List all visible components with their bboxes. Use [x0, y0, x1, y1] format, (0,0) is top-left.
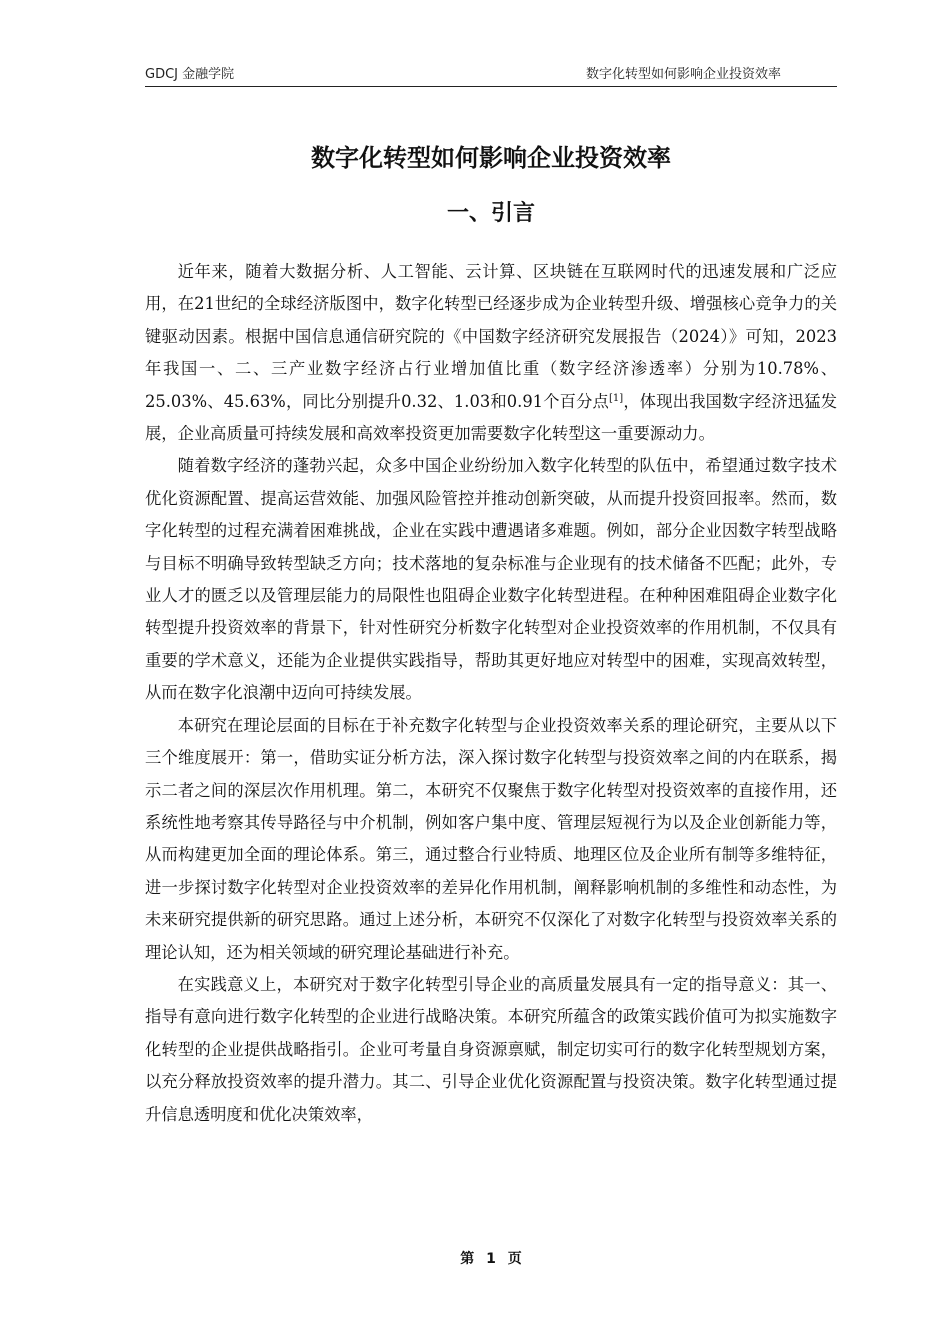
page-number: 1	[486, 1251, 496, 1267]
header-institution: GDCJ 金融学院	[145, 67, 235, 82]
paragraph-2: 随着数字经济的蓬勃兴起，众多中国企业纷纷加入数字化转型的队伍中，希望通过数字技术优化资源配置、提高运营效能、加强风险管控并推动创新突破，从而提升投资回报率。然而，数字化转型的过程充满着困难挑战，企业在实践中遭遇诸多难题。例如，部分企业因数字转型战略与目标不明确导致转型缺乏方向；技术落地的复杂标准与企业现有的技术储备不匹配；此外，专业人才的匮乏以及管理层能力的局限性也阻碍企业数字化转型进程。在种种困难阻碍企业数字化转型提升投资效率的背景下，针对性研究分析数字化转型对企业投资效率的作用机制，不仅具有重要的学术意义，还能为企业提供实践指导，帮助其更好地应对转型中的困难，实现高效转型，从而在数字化浪潮中迈向可持续发展。	[145, 456, 837, 703]
header-running-title: 数字化转型如何影响企业投资效率	[585, 67, 781, 82]
paragraph-1-text: 近年来，随着大数据分析、人工智能、云计算、区块链在互联网时代的迅速发展和广泛应用，在21世纪的全球经济版图中，数字化转型已经逐步成为企业转型升级、增强核心竞争力的关键驱动因素。根据中国信息通信研究院的《中国数字经济研究发展报告（2024）》可知，2023年我国一、二、三产业数字经济占行业增加值比重（数字经济渗透率）分别为10.78%、25.03%、45.63%，同比分别提升0.32、1.03和0.91个百分点	[145, 262, 837, 411]
page-footer	[145, 1249, 837, 1269]
paragraph-1	[145, 256, 837, 450]
paragraph-3: 本研究在理论层面的目标在于补充数字化转型与企业投资效率关系的理论研究，主要从以下三个维度展开：第一，借助实证分析方法，深入探讨数字化转型与投资效率之间的内在联系，揭示二者之间的深层次作用机理。第二，本研究不仅聚焦于数字化转型对投资效率的直接作用，还系统性地考察其传导路径与中介机制，例如客户集中度、管理层短视行为以及企业创新能力等，从而构建更加全面的理论体系。第三，通过整合行业特质、地理区位及企业所有制等多维特征，进一步探讨数字化转型对企业投资效率的差异化作用机制，阐释影响机制的多维性和动态性，为未来研究提供新的研究思路。通过上述分析，本研究不仅深化了对数字化转型与投资效率关系的理论认知，还为相关领域的研究理论基础进行补充。	[145, 715, 837, 962]
citation-reference: [1]	[609, 392, 624, 404]
running-header	[145, 66, 837, 87]
section-heading: 一、引言	[446, 201, 535, 226]
footer-prefix: 第	[460, 1251, 475, 1267]
paragraph-4: 在实践意义上，本研究对于数字化转型引导企业的高质量发展具有一定的指导意义：其一、指导有意向进行数字化转型的企业进行战略决策。本研究所蕴含的政策实践价值可为拟实施数字化转型的企业提供战略指引。企业可考量自身资源禀赋，制定切实可行的数字化转型规划方案，以充分释放投资效率的提升潜力。其二、引导企业优化资源配置与投资决策。数字化转型通过提升信息透明度和优化决策效率，	[145, 974, 837, 1124]
footer-suffix: 页	[507, 1251, 522, 1267]
paper-title: 数字化转型如何影响企业投资效率	[311, 144, 671, 172]
paragraph-1-text-continued: ，体现出我国数字经济迅猛发展，企业高质量可持续发展和高效率投资更加需要数字化转型这一重要源动力。	[145, 391, 837, 444]
body-text	[145, 256, 837, 1131]
